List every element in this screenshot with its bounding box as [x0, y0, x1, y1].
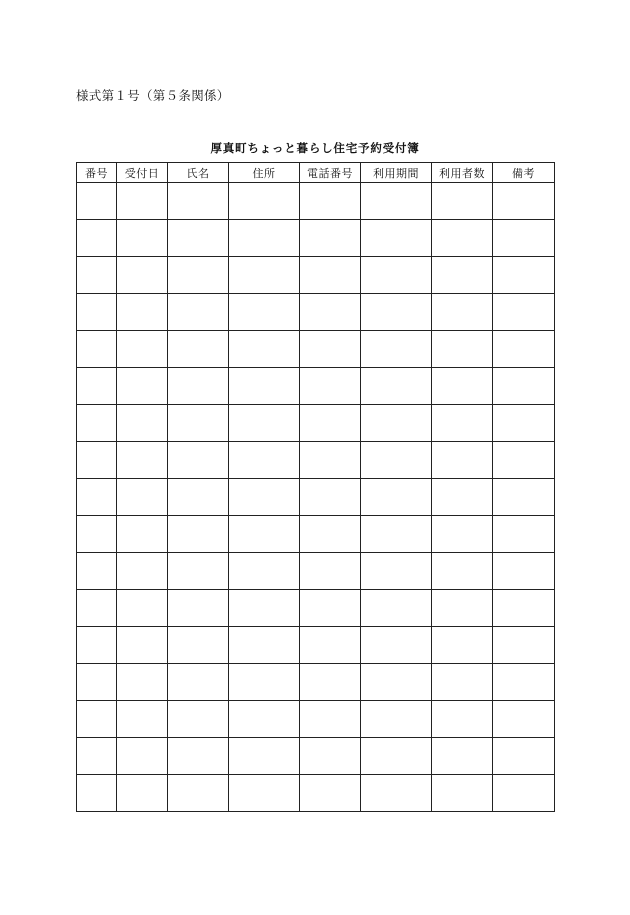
- cell-name: [168, 701, 229, 738]
- cell-number: [77, 664, 117, 701]
- cell-address: [229, 701, 300, 738]
- cell-user-count: [432, 220, 493, 257]
- cell-received-date: [117, 479, 168, 516]
- table-row: [77, 664, 555, 701]
- cell-address: [229, 257, 300, 294]
- table-row: [77, 294, 555, 331]
- cell-name: [168, 183, 229, 220]
- column-header-name: 氏名: [168, 163, 229, 183]
- cell-remarks: [493, 442, 555, 479]
- cell-period: [361, 294, 432, 331]
- cell-address: [229, 331, 300, 368]
- column-header-user-count: 利用者数: [432, 163, 493, 183]
- table-row: [77, 257, 555, 294]
- cell-received-date: [117, 294, 168, 331]
- cell-phone: [300, 331, 361, 368]
- cell-user-count: [432, 479, 493, 516]
- table-row: [77, 627, 555, 664]
- table-row: [77, 701, 555, 738]
- cell-period: [361, 331, 432, 368]
- cell-user-count: [432, 257, 493, 294]
- cell-phone: [300, 701, 361, 738]
- cell-name: [168, 775, 229, 812]
- cell-phone: [300, 294, 361, 331]
- cell-user-count: [432, 331, 493, 368]
- cell-period: [361, 368, 432, 405]
- cell-remarks: [493, 257, 555, 294]
- cell-received-date: [117, 442, 168, 479]
- cell-number: [77, 701, 117, 738]
- cell-user-count: [432, 627, 493, 664]
- table-row: [77, 183, 555, 220]
- cell-user-count: [432, 294, 493, 331]
- cell-period: [361, 516, 432, 553]
- cell-phone: [300, 590, 361, 627]
- cell-period: [361, 183, 432, 220]
- cell-received-date: [117, 368, 168, 405]
- column-header-received-date: 受付日: [117, 163, 168, 183]
- cell-remarks: [493, 220, 555, 257]
- column-header-number: 番号: [77, 163, 117, 183]
- table-row: [77, 368, 555, 405]
- cell-user-count: [432, 738, 493, 775]
- cell-period: [361, 664, 432, 701]
- cell-number: [77, 405, 117, 442]
- table-row: [77, 220, 555, 257]
- column-header-address: 住所: [229, 163, 300, 183]
- cell-remarks: [493, 405, 555, 442]
- cell-user-count: [432, 590, 493, 627]
- cell-user-count: [432, 368, 493, 405]
- table-row: [77, 553, 555, 590]
- cell-name: [168, 294, 229, 331]
- cell-phone: [300, 664, 361, 701]
- cell-name: [168, 368, 229, 405]
- cell-received-date: [117, 516, 168, 553]
- table-row: [77, 738, 555, 775]
- cell-phone: [300, 257, 361, 294]
- table-header-row: [77, 163, 555, 183]
- cell-number: [77, 627, 117, 664]
- cell-user-count: [432, 405, 493, 442]
- table-body: [77, 183, 555, 812]
- cell-number: [77, 738, 117, 775]
- cell-remarks: [493, 775, 555, 812]
- cell-period: [361, 257, 432, 294]
- cell-phone: [300, 368, 361, 405]
- cell-address: [229, 775, 300, 812]
- cell-received-date: [117, 738, 168, 775]
- cell-remarks: [493, 294, 555, 331]
- cell-remarks: [493, 701, 555, 738]
- column-header-phone: 電話番号: [300, 163, 361, 183]
- cell-number: [77, 220, 117, 257]
- cell-period: [361, 738, 432, 775]
- cell-received-date: [117, 664, 168, 701]
- reservation-register-table: [76, 162, 555, 812]
- cell-received-date: [117, 590, 168, 627]
- cell-remarks: [493, 331, 555, 368]
- cell-name: [168, 220, 229, 257]
- cell-number: [77, 590, 117, 627]
- cell-user-count: [432, 183, 493, 220]
- cell-name: [168, 442, 229, 479]
- cell-phone: [300, 220, 361, 257]
- cell-number: [77, 775, 117, 812]
- register-title: 厚真町ちょっと暮らし住宅予約受付簿: [210, 141, 420, 155]
- cell-name: [168, 553, 229, 590]
- cell-received-date: [117, 553, 168, 590]
- cell-remarks: [493, 664, 555, 701]
- cell-received-date: [117, 627, 168, 664]
- cell-name: [168, 331, 229, 368]
- cell-address: [229, 627, 300, 664]
- cell-remarks: [493, 553, 555, 590]
- cell-phone: [300, 516, 361, 553]
- cell-remarks: [493, 368, 555, 405]
- table-row: [77, 775, 555, 812]
- cell-received-date: [117, 257, 168, 294]
- cell-received-date: [117, 183, 168, 220]
- cell-remarks: [493, 516, 555, 553]
- cell-remarks: [493, 590, 555, 627]
- cell-received-date: [117, 775, 168, 812]
- cell-number: [77, 368, 117, 405]
- form-number: 様式第１号（第５条関係）: [76, 88, 230, 103]
- cell-phone: [300, 479, 361, 516]
- table-row: [77, 442, 555, 479]
- cell-phone: [300, 442, 361, 479]
- cell-received-date: [117, 220, 168, 257]
- cell-user-count: [432, 664, 493, 701]
- cell-number: [77, 516, 117, 553]
- cell-address: [229, 590, 300, 627]
- cell-phone: [300, 738, 361, 775]
- cell-user-count: [432, 553, 493, 590]
- cell-user-count: [432, 701, 493, 738]
- cell-number: [77, 553, 117, 590]
- cell-user-count: [432, 442, 493, 479]
- column-header-period: 利用期間: [361, 163, 432, 183]
- cell-period: [361, 553, 432, 590]
- cell-address: [229, 479, 300, 516]
- cell-name: [168, 479, 229, 516]
- cell-phone: [300, 775, 361, 812]
- cell-name: [168, 664, 229, 701]
- cell-name: [168, 405, 229, 442]
- cell-address: [229, 516, 300, 553]
- cell-number: [77, 442, 117, 479]
- cell-phone: [300, 183, 361, 220]
- cell-name: [168, 516, 229, 553]
- table-row: [77, 331, 555, 368]
- cell-remarks: [493, 627, 555, 664]
- cell-number: [77, 257, 117, 294]
- cell-address: [229, 738, 300, 775]
- cell-address: [229, 183, 300, 220]
- cell-address: [229, 664, 300, 701]
- cell-address: [229, 405, 300, 442]
- cell-address: [229, 442, 300, 479]
- cell-period: [361, 442, 432, 479]
- table-row: [77, 479, 555, 516]
- cell-user-count: [432, 516, 493, 553]
- cell-address: [229, 220, 300, 257]
- cell-name: [168, 627, 229, 664]
- cell-number: [77, 479, 117, 516]
- table-row: [77, 405, 555, 442]
- cell-remarks: [493, 183, 555, 220]
- cell-number: [77, 183, 117, 220]
- cell-received-date: [117, 701, 168, 738]
- column-header-remarks: 備考: [493, 163, 555, 183]
- cell-remarks: [493, 479, 555, 516]
- table-row: [77, 516, 555, 553]
- cell-name: [168, 590, 229, 627]
- cell-period: [361, 479, 432, 516]
- cell-name: [168, 738, 229, 775]
- cell-period: [361, 627, 432, 664]
- cell-received-date: [117, 405, 168, 442]
- cell-remarks: [493, 738, 555, 775]
- cell-number: [77, 294, 117, 331]
- cell-period: [361, 220, 432, 257]
- cell-period: [361, 590, 432, 627]
- cell-user-count: [432, 775, 493, 812]
- cell-phone: [300, 627, 361, 664]
- cell-phone: [300, 405, 361, 442]
- cell-period: [361, 775, 432, 812]
- cell-address: [229, 368, 300, 405]
- cell-number: [77, 331, 117, 368]
- cell-name: [168, 257, 229, 294]
- cell-received-date: [117, 331, 168, 368]
- cell-period: [361, 405, 432, 442]
- cell-address: [229, 294, 300, 331]
- table-row: [77, 590, 555, 627]
- cell-address: [229, 553, 300, 590]
- cell-period: [361, 701, 432, 738]
- cell-phone: [300, 553, 361, 590]
